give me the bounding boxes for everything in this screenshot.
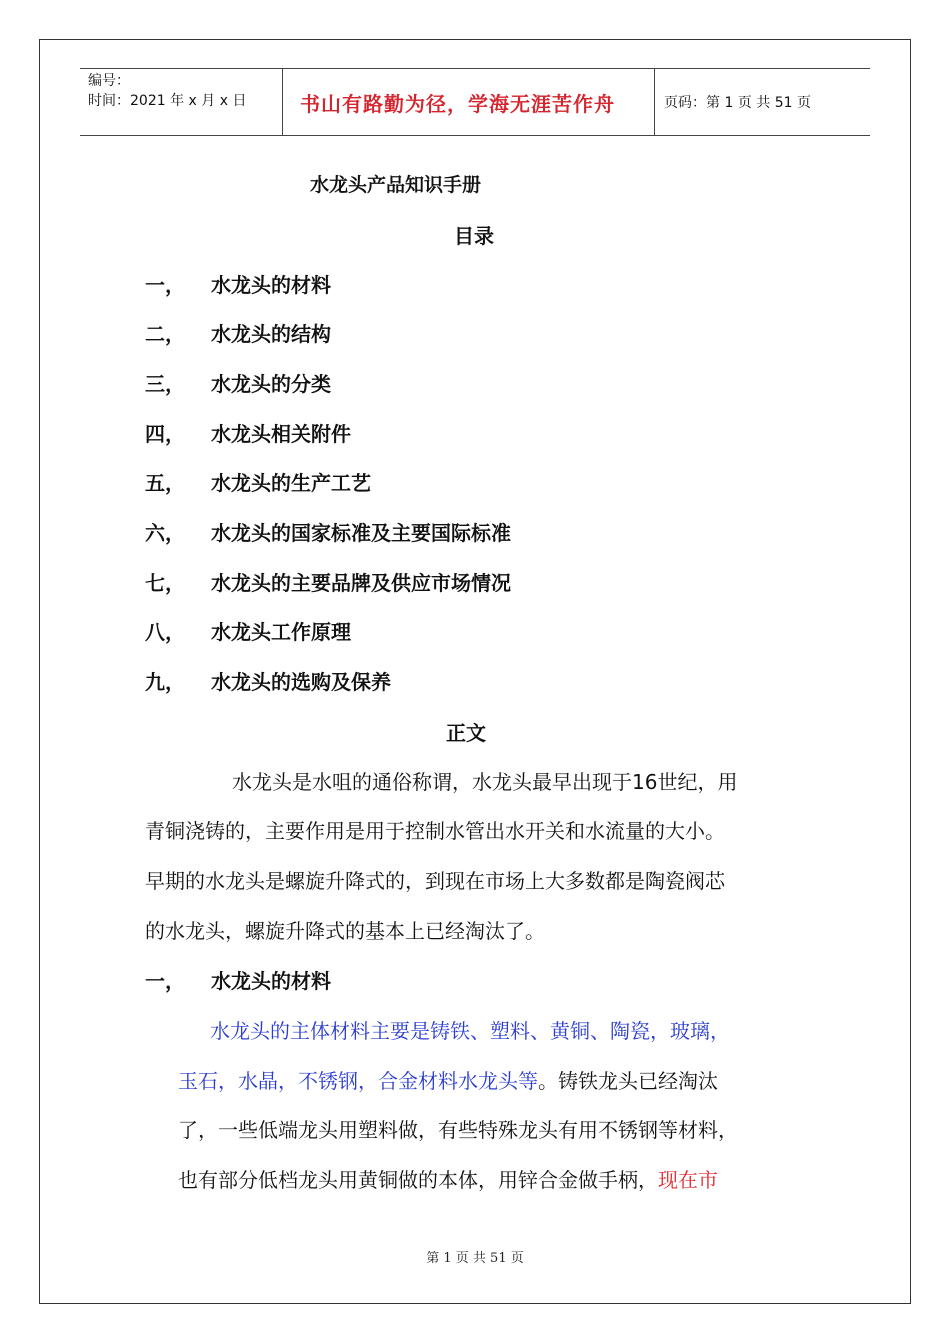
- body-title: 正文: [446, 721, 486, 745]
- toc-item-label: 水龙头工作原理: [211, 620, 351, 644]
- toc-item-number: 六，: [145, 521, 185, 545]
- toc-item-number: 九，: [145, 670, 185, 694]
- toc-title: 目录: [454, 224, 494, 248]
- section-label: 水龙头的材料: [211, 969, 331, 993]
- intro-line: 早期的水龙头是螺旋升降式的，到现在市场上大多数都是陶瓷阀芯: [145, 869, 725, 893]
- materials-highlight-blue: 玉石，水晶，不锈钢，合金材料水龙头等: [178, 1069, 538, 1093]
- materials-line-blue: 水龙头的主体材料主要是铸铁、塑料、黄铜、陶瓷，玻璃，: [210, 1019, 730, 1043]
- toc-item-label: 水龙头相关附件: [211, 422, 351, 446]
- toc-item-label: 水龙头的选购及保养: [211, 670, 391, 694]
- page-footer: 第 1 页 共 51 页: [426, 1251, 524, 1266]
- toc-item-number: 一，: [145, 273, 185, 297]
- header-motto: 书山有路勤为径，学海无涯苦作舟: [300, 92, 615, 116]
- toc-item-label: 水龙头的材料: [211, 273, 331, 297]
- header-divider-right: [654, 68, 655, 136]
- intro-line: 的水龙头，螺旋升降式的基本上已经淘汰了。: [145, 919, 545, 943]
- toc-item-number: 三，: [145, 372, 185, 396]
- materials-line: [178, 1165, 718, 1195]
- document-title: 水龙头产品知识手册: [310, 174, 482, 196]
- materials-line: 了，一些低端龙头用塑料做，有些特殊龙头有用不锈钢等材料，: [178, 1118, 738, 1142]
- section-number: 一，: [145, 969, 185, 993]
- header-date: 时间：2021 年 x 月 x 日: [88, 93, 247, 109]
- toc-item-label: 水龙头的主要品牌及供应市场情况: [211, 571, 511, 595]
- header-bottom-rule: [80, 135, 870, 136]
- toc-item-number: 二，: [145, 322, 185, 346]
- materials-text: 。铸铁龙头已经淘汰: [538, 1069, 718, 1093]
- header-number-label: 编号：: [88, 73, 130, 89]
- materials-text: 也有部分低档龙头用黄铜做的本体，用锌合金做手柄，: [178, 1168, 658, 1192]
- toc-item-label: 水龙头的分类: [211, 372, 331, 396]
- toc-item-number: 七，: [145, 571, 185, 595]
- toc-item-label: 水龙头的国家标准及主要国际标准: [211, 521, 511, 545]
- header-top-rule: [80, 68, 870, 69]
- toc-item-label: 水龙头的生产工艺: [211, 471, 371, 495]
- intro-line: 水龙头是水咀的通俗称谓，水龙头最早出现于16世纪，用: [232, 770, 738, 794]
- toc-item-number: 八，: [145, 620, 185, 644]
- toc-item-label: 水龙头的结构: [211, 322, 331, 346]
- materials-line: [178, 1066, 718, 1096]
- header-divider-left: [282, 68, 283, 136]
- toc-item-number: 四，: [145, 422, 185, 446]
- materials-highlight-red: 现在市: [658, 1168, 718, 1192]
- header-page-info: 页码：第 1 页 共 51 页: [664, 95, 811, 111]
- intro-line: 青铜浇铸的，主要作用是用于控制水管出水开关和水流量的大小。: [145, 819, 725, 843]
- toc-item-number: 五，: [145, 471, 185, 495]
